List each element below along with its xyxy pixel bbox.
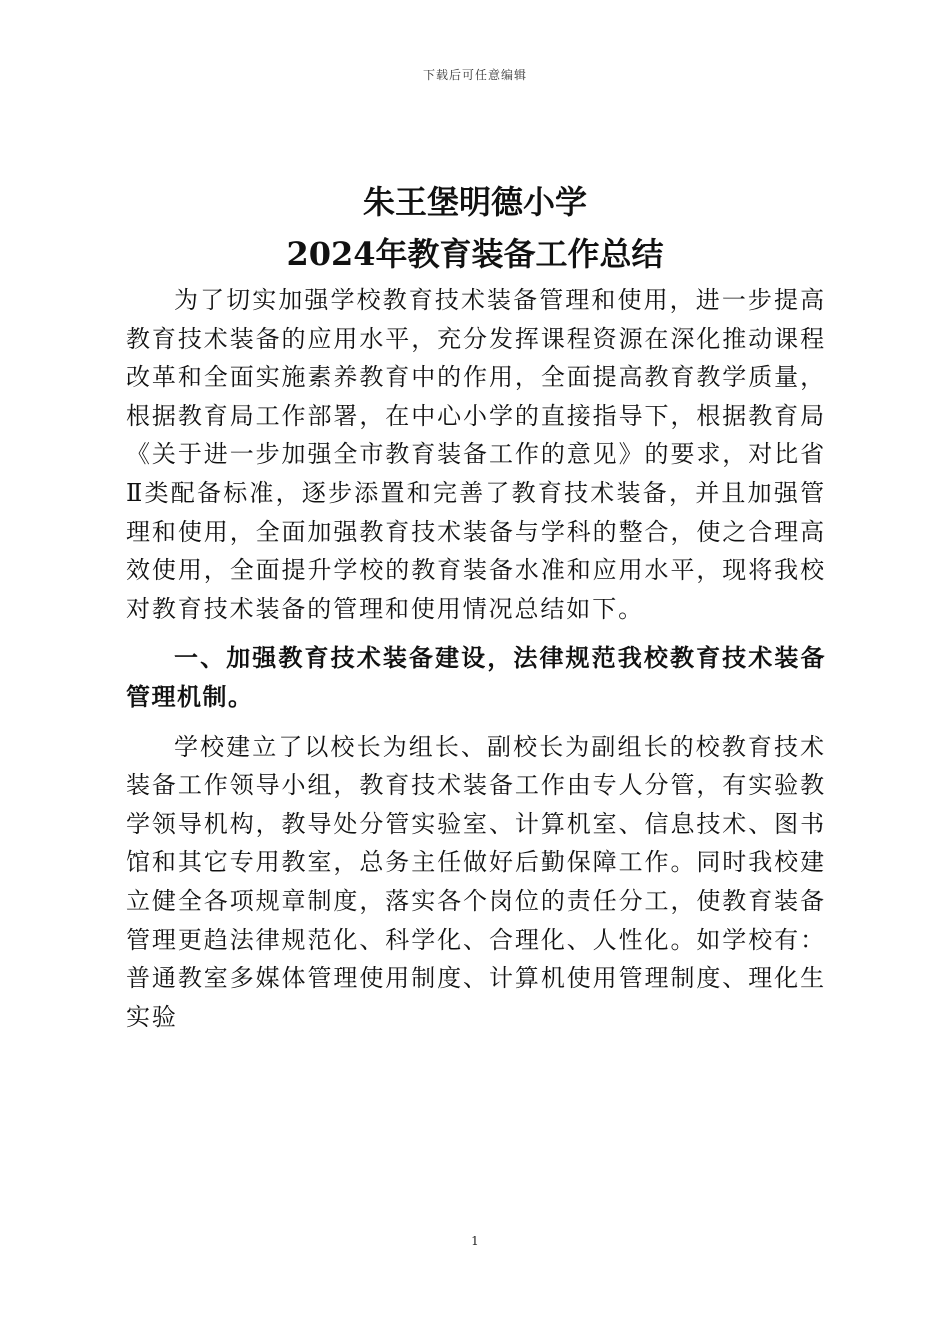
section-1-heading: 一、加强教育技术装备建设，法律规范我校教育技术装备管理机制。 (126, 644, 826, 711)
document-title (0, 176, 950, 280)
intro-paragraph: 为了切实加强学校教育技术装备管理和使用，进一步提高教育技术装备的应用水平，充分发挥课程资源在深化推动课程改革和全面实施素养教育中的作用，全面提高教育教学质量，根据教育局工作部署，在中心小学的直接指导下，根据教育局《关于进一步加强全市教育装备工作的意见》的要求，对比省Ⅱ类配备标准，逐步添置和完善了教育技术装备，并且加强管理和使用，全面加强教育技术装备与学科的整合，使之合理高效使用，全面提升学校的教育装备水准和应用水平，现将我校对教育技术装备的管理和使用情况总结如下。 (126, 286, 826, 623)
title-line-school: 朱王堡明德小学 (362, 183, 587, 221)
section-1-paragraph: 学校建立了以校长为组长、副校长为副组长的校教育技术装备工作领导小组，教育技术装备工作由专人分管，有实验教学领导机构，教导处分管实验室、计算机室、信息技术、图书馆和其它专用教室，总务主任做好后勤保障工作。同时我校建立健全各项规章制度，落实各个岗位的责任分工，使教育装备管理更趋法律规范化、科学化、合理化、人性化。如学校有：普通教室多媒体管理使用制度、计算机使用管理制度、理化生实验 (126, 732, 826, 1031)
header-note: 下载后可任意编辑 (422, 68, 527, 82)
page-number: 1 (471, 1234, 479, 1248)
title-line-report: 2024年教育装备工作总结 (286, 235, 664, 273)
document-body (126, 281, 826, 1036)
